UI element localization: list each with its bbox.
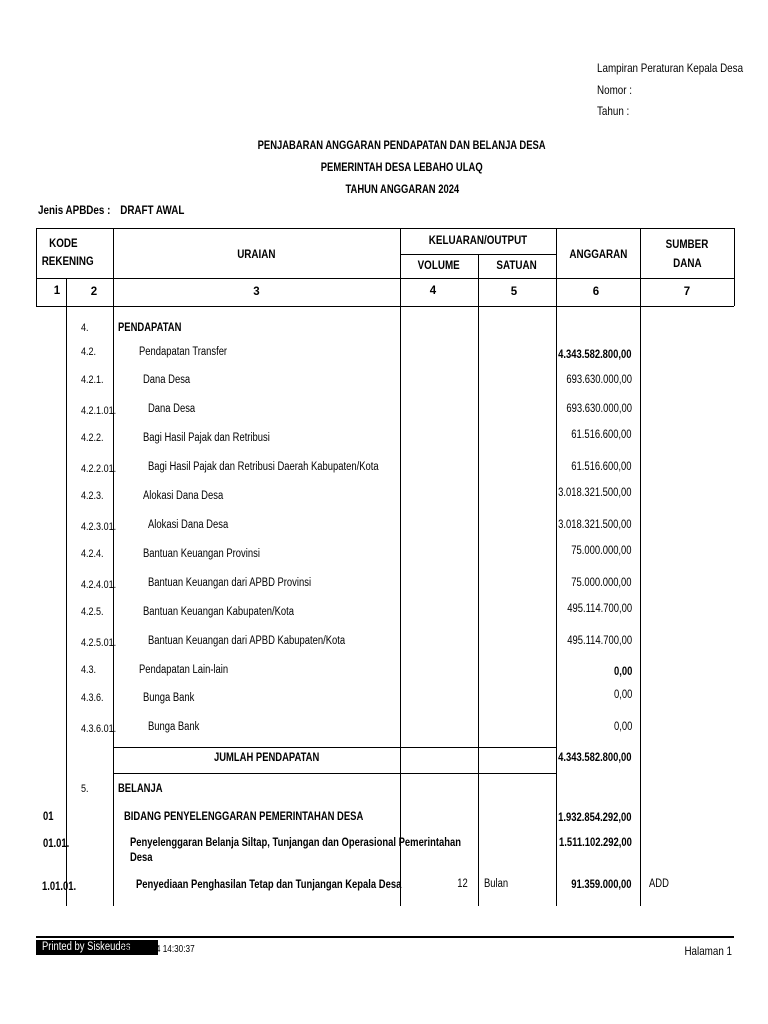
table-row: 4.2.1. Dana Desa 693.630.000,00 bbox=[81, 374, 632, 386]
colnum-7: 7 bbox=[683, 286, 691, 298]
document-year: TAHUN ANGGARAN 2024 bbox=[345, 184, 459, 196]
table-row: 4.3.6. Bunga Bank 0,00 bbox=[81, 689, 632, 704]
header-satuan: SATUAN bbox=[496, 258, 538, 272]
table-row: 4.2.2. Bagi Hasil Pajak dan Retribusi 61.516.600,00 bbox=[81, 429, 632, 444]
footer-divider bbox=[36, 936, 734, 938]
jenis-label: Jenis APBDes : bbox=[38, 203, 111, 217]
colnum-1: 1 bbox=[53, 285, 61, 297]
table-row: 01 BIDANG PENYELENGGARAN PEMERINTAHAN DESA 1.932.854.292,00 bbox=[43, 811, 632, 824]
jumlah-pendapatan-row: JUMLAH PENDAPATAN 4.343.582.800,00 bbox=[214, 752, 632, 764]
header-anggaran: ANGGARAN bbox=[569, 247, 627, 261]
table-row: 4.2.3.01. Alokasi Dana Desa 3.018.321.500,00 bbox=[81, 519, 632, 533]
table-row: 4.2.3. Alokasi Dana Desa 3.018.321.500,00 bbox=[81, 487, 632, 502]
table-row: 5. BELANJA bbox=[81, 783, 163, 795]
header-dana: DANA bbox=[672, 256, 702, 270]
colnum-6: 6 bbox=[592, 286, 600, 298]
table-row: 4.3.6.01. Bunga Bank 0,00 bbox=[81, 721, 632, 735]
table-row: 4.2.4.01. Bantuan Keuangan dari APBD Provinsi 75.000.000,00 bbox=[81, 577, 632, 591]
table-row: 4.2. Pendapatan Transfer 4.343.582.800,00 bbox=[81, 346, 632, 361]
colnum-4: 4 bbox=[429, 285, 437, 297]
colnum-5: 5 bbox=[510, 286, 518, 298]
jenis-value: DRAFT AWAL bbox=[120, 203, 185, 217]
lampiran-label: Lampiran Peraturan Kepala Desa bbox=[597, 61, 744, 75]
header-uraian: URAIAN bbox=[237, 247, 276, 261]
header-bottom-border bbox=[36, 278, 734, 279]
jumlah-bottom-border bbox=[113, 773, 556, 774]
header-rekening: REKENING bbox=[41, 254, 94, 268]
jumlah-top-border bbox=[113, 747, 556, 748]
col-border-right bbox=[734, 228, 735, 306]
header-kode: KODE bbox=[48, 236, 78, 250]
document-subtitle: PEMERINTAH DESA LEBAHO ULAQ bbox=[321, 162, 483, 174]
table-row: 4.2.5.01. Bantuan Keuangan dari APBD Kabupaten/Kota 495.114.700,00 bbox=[81, 635, 632, 649]
document-title: PENJABARAN ANGGARAN PENDAPATAN DAN BELANJA DESA bbox=[257, 140, 546, 152]
printed-timestamp: 29/11/2024 14:30:37 bbox=[120, 944, 195, 955]
header-sumber: SUMBER bbox=[665, 237, 709, 251]
printed-by-badge: Printed by Siskeudes bbox=[36, 940, 158, 955]
tahun-label: Tahun : bbox=[597, 104, 630, 118]
colnum-2: 2 bbox=[90, 286, 98, 298]
table-row: 4.2.2.01. Bagi Hasil Pajak dan Retribusi Daerah Kabupaten/Kota 61.516.600,00 bbox=[81, 461, 632, 475]
colnum-bottom-border bbox=[36, 306, 734, 307]
table-row: 4.3. Pendapatan Lain-lain 0,00 bbox=[81, 664, 632, 678]
colnum-3: 3 bbox=[253, 286, 260, 298]
jenis-apbdes bbox=[38, 203, 240, 217]
nomor-label: Nomor : bbox=[597, 83, 633, 97]
table-top-border bbox=[36, 228, 734, 229]
page-number: Halaman 1 bbox=[684, 944, 732, 958]
table-row: 4.2.5. Bantuan Keuangan Kabupaten/Kota 495.114.700,00 bbox=[81, 603, 632, 618]
header-volume: VOLUME bbox=[417, 258, 461, 272]
header-keluaran: KELUARAN/OUTPUT bbox=[428, 233, 528, 247]
table-row: 4.2.1.01. Dana Desa 693.630.000,00 bbox=[81, 403, 632, 417]
table-row: 4.2.4. Bantuan Keuangan Provinsi 75.000.000,00 bbox=[81, 545, 632, 560]
table-row: 4. PENDAPATAN bbox=[81, 322, 182, 334]
table-row: 01.01. Penyelenggaran Belanja Siltap, Tunjangan dan Operasional Pemerintahan Desa 1.511.102.292,00 bbox=[43, 837, 632, 864]
table-row: 1.01.01. Penyediaan Penghasilan Tetap dan Tunjangan Kepala Desa 12 Bulan 91.359.000,00 ADD bbox=[42, 878, 669, 893]
